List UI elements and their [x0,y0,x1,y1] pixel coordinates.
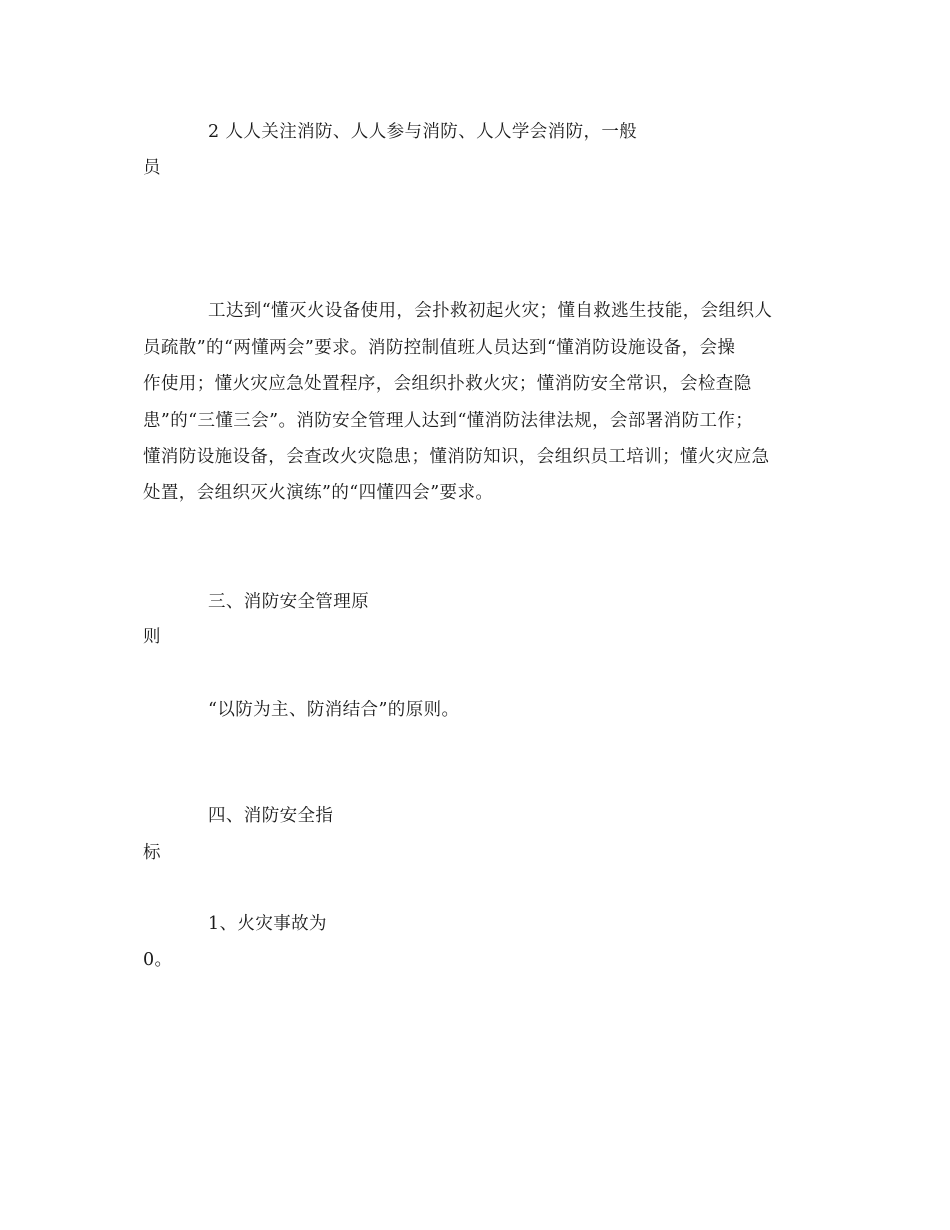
paragraph-line: 员疏散”的“两懂两会”要求。消防控制值班人员达到“懂消防设施设备，会操 [143,338,736,358]
paragraph-line: 2 人人关注消防、人人参与消防、人人学会消防，一般 [208,122,638,142]
list-item: 1、火灾事故为 [208,914,327,934]
paragraph-line: 患”的“三懂三会”。消防安全管理人达到“懂消防法律法规，会部署消防工作； [143,411,754,431]
paragraph-line: 处置，会组织灭火演练”的“四懂四会”要求。 [143,483,494,503]
paragraph-line: 员 [143,158,161,178]
paragraph-line: 工达到“懂灭火设备使用，会扑救初起火灾；懂自救逃生技能，会组织人 [208,301,773,321]
paragraph-line: “以防为主、防消结合”的原则。 [208,700,460,720]
section-heading: 三、消防安全管理原 [208,592,370,612]
section-heading: 四、消防安全指 [208,806,334,826]
paragraph-line: 懂消防设施设备，会查改火灾隐患；懂消防知识，会组织员工培训；懂火灾应急 [143,447,770,467]
section-heading: 标 [143,843,161,863]
paragraph-line: 作使用；懂火灾应急处置程序，会组织扑救火灾；懂消防安全常识，会检查隐 [143,374,752,394]
list-item: 0。 [143,950,173,970]
section-heading: 则 [143,627,161,647]
